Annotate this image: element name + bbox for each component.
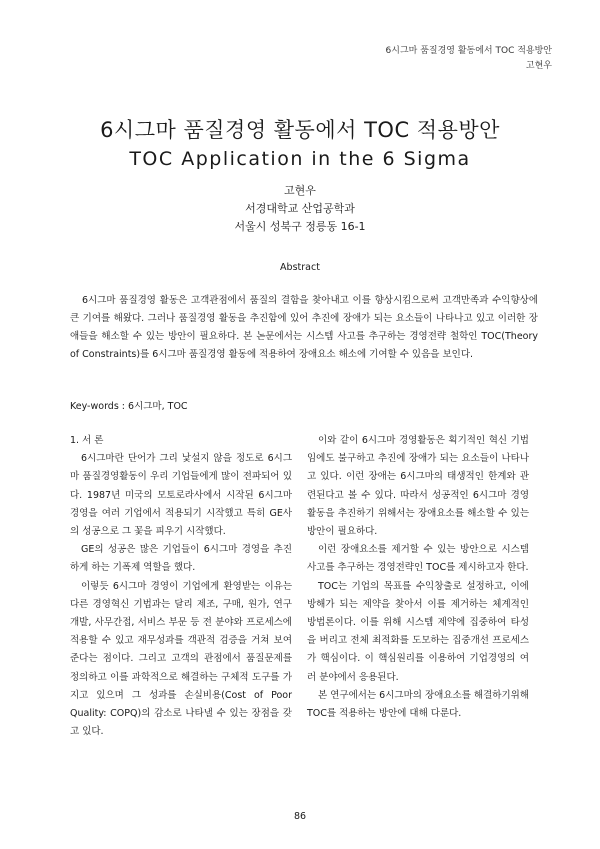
paper-title-english: TOC Application in the 6 Sigma [129,148,471,170]
body-paragraph: GE의 성공은 많은 기업들이 6시그마 경영을 추진하게 하는 기폭제 역할을 했다. [70,544,292,574]
keywords: Key-words : 6시그마, TOC [70,401,188,412]
body-paragraph: 6시그마란 단어가 그리 낯설지 않을 정도로 6시그마 품질경영활동이 우리 기업들에게 많이 전파되어 있다. 1987년 미국의 모토로라사에서 시작된 6시그마 경영을 여러 기업에서 적용되기 시작했고 특히 GE사의 성공으로 그 꽃을 피우기 시작했다. [70,453,292,538]
author-address: 서울시 성북구 정릉동 16-1 [234,220,366,233]
body-paragraph: 이런 장애요소를 제거할 수 있는 방안으로 시스템 사고를 추구하는 경영전략인 TOC를 제시하고자 한다. [307,544,529,574]
body-paragraph: 이렇듯 6시그마 경영이 기업에게 환영받는 이유는 다른 경영혁신 기법과는 달리 제조, 구매, 원가, 연구개발, 사무간접, 서비스 부문 등 전 분야와 프로세스에 적용할 수 있고 재무성과를 객관적 검증을 거쳐 보여준다는 점이다. 그리고 고객의 관점에서 품질문제를 정의하고 이를 과학적으로 해결하는 구체적 도구를 가지고 있으며 그 성과를 손실비용(Cost of Poor Quality: COPQ)의 감소로 나타낼 수 있는 장점을 갖고 있다. [70,580,292,738]
body-column-right [307,432,529,723]
body-paragraph: 본 연구에서는 6시그마의 장애요소를 해결하기위해 TOC를 적용하는 방안에 대해 다룬다. [307,689,529,720]
abstract-body: 6시그마 품질경영 활동은 고객관점에서 품질의 결함을 찾아내고 이를 향상시킴으로써 고객만족과 수익향상에 큰 기여를 해왔다. 그러나 품질경영 활동을 추진함에 있어 추진에 장애가 되는 요소들이 나타나고 있고 이러한 장애들을 해소할 수 있는 방안이 필요하다. 본 논문에서는 시스템 사고를 추구하는 경영전략 철학인 TOC(Theory of Constraints)를 6시그마 품질경영 활동에 적용하여 장애요소 해소에 기여할 수 있음을 보인다. [70,295,538,360]
running-header [386,44,552,74]
body-paragraph: TOC는 기업의 목표를 수익창출로 설정하고, 이에 방해가 되는 제약을 찾아서 이를 제거하는 체계적인 방법론이다. 이를 위해 시스템 제약에 집중하여 타성을 버리고 전체 최적화를 도모하는 집중개선 프로세스가 핵심이다. 이 핵심원리를 이용하여 기업경영의 여러 분야에서 응용된다. [307,580,529,683]
page-number: 86 [293,811,307,822]
running-header-title: 6시그마 품질경영 활동에서 TOC 적용방안 [385,46,552,56]
body-paragraph: 이와 같이 6시그마 경영활동은 획기적인 혁신 기법임에도 불구하고 추진에 장애가 되는 요소들이 나타나고 있다. 이런 장애는 6시그마의 태생적인 한계와 관련된다고 볼 수 있다. 따라서 성공적인 6시그마 경영활동을 추진하기 위해서는 장애요소를 해소할 수 있는 방안이 필요하다. [307,435,529,538]
author-name: 고현우 [284,184,316,197]
body-column-left [70,432,292,741]
author-block [0,182,600,236]
abstract-heading: Abstract [280,262,320,273]
paper-title-korean: 6시그마 품질경영 활동에서 TOC 적용방안 [100,118,500,142]
running-header-author: 고현우 [525,61,552,71]
section-heading: 1. 서 론 [70,435,104,446]
author-affiliation: 서경대학교 산업공학과 [245,202,355,215]
